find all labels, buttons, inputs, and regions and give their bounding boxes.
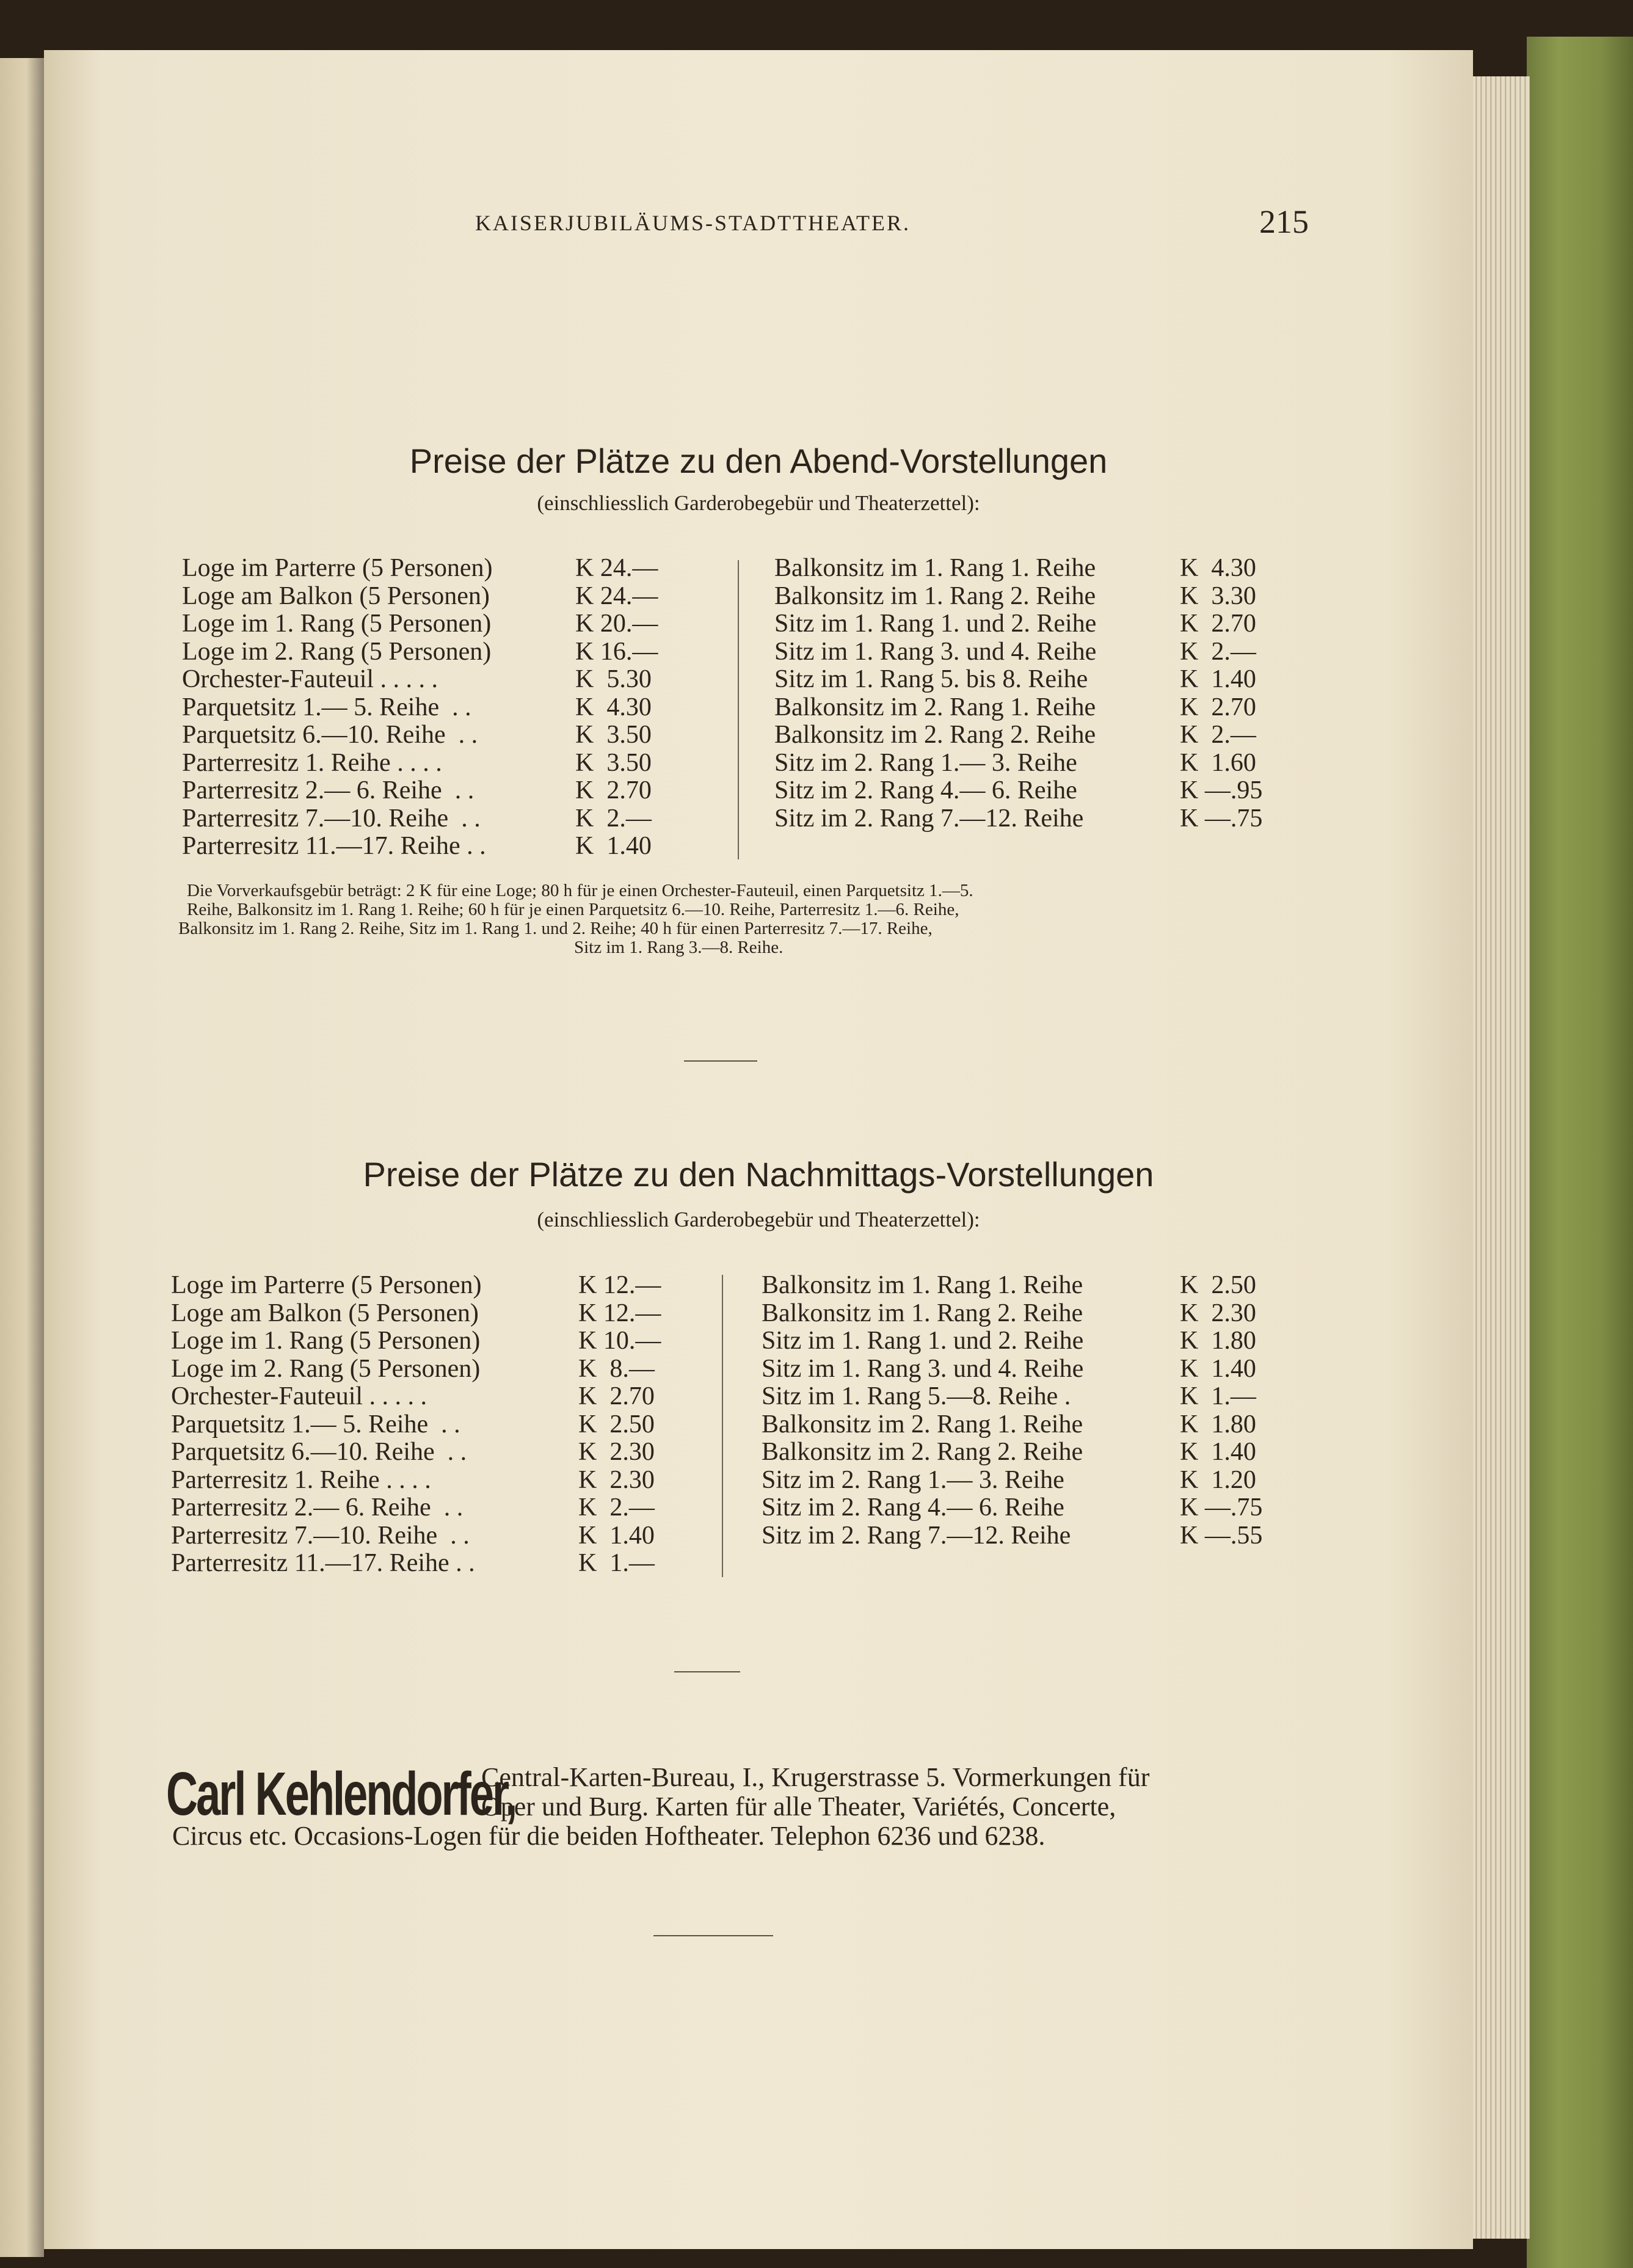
advert-line-3: Circus etc. Occasions-Logen für die beiden Hoftheater. Telephon 6236 und 6238. xyxy=(172,1821,1046,1851)
afternoon-right-row-7-price: K 1.40 xyxy=(1180,1438,1256,1466)
afternoon-left-row-3-label: Loge im 1. Rang (5 Personen) xyxy=(171,1327,481,1355)
afternoon-left-row-1-label: Loge im Parterre (5 Personen) xyxy=(171,1271,482,1299)
afternoon-left-row-2-label: Loge am Balkon (5 Personen) xyxy=(171,1299,479,1327)
evening-right-row-2-price: K 3.30 xyxy=(1180,582,1256,610)
afternoon-right-row-7-label: Balkonsitz im 2. Rang 2. Reihe xyxy=(762,1438,1083,1466)
evening-left-row-9-label: Parterresitz 2.— 6. Reihe . . xyxy=(182,776,475,804)
evening-right-row-6-label: Balkonsitz im 2. Rang 1. Reihe xyxy=(774,693,1096,721)
left-page-edge xyxy=(0,58,44,2257)
afternoon-left-row-1-price: K 12.— xyxy=(578,1271,661,1299)
presale-note-line-1: Die Vorverkaufsgebür beträgt: 2 K für eine Loge; 80 h für je einen Orchester-Fauteuil, einen Parquetsitz 1.—5. xyxy=(187,881,973,900)
afternoon-right-row-5-price: K 1.— xyxy=(1180,1382,1256,1410)
afternoon-right-row-8-label: Sitz im 2. Rang 1.— 3. Reihe xyxy=(762,1465,1064,1494)
afternoon-left-row-9-label: Parterresitz 2.— 6. Reihe . . xyxy=(171,1493,464,1522)
evening-left-row-11-price: K 1.40 xyxy=(575,832,652,860)
afternoon-right-row-4-price: K 1.40 xyxy=(1180,1354,1256,1383)
afternoon-right-row-3-label: Sitz im 1. Rang 1. und 2. Reihe xyxy=(762,1327,1084,1355)
advert-line-2: Oper und Burg. Karten für alle Theater, Variétés, Concerte, xyxy=(481,1792,1116,1821)
section-divider xyxy=(684,1060,757,1062)
afternoon-left-row-2-price: K 12.— xyxy=(578,1299,661,1327)
evening-left-row-5-price: K 5.30 xyxy=(575,665,652,693)
afternoon-right-row-9-price: K —.75 xyxy=(1180,1493,1263,1522)
afternoon-left-row-9-price: K 2.— xyxy=(578,1493,655,1522)
evening-right-row-4-price: K 2.— xyxy=(1180,637,1256,666)
afternoon-right-row-8-price: K 1.20 xyxy=(1180,1465,1256,1494)
evening-left-row-3-label: Loge im 1. Rang (5 Personen) xyxy=(182,610,492,638)
section-divider-2 xyxy=(674,1671,740,1672)
evening-title: Preise der Plätze zu den Abend-Vorstellungen xyxy=(409,442,1108,480)
afternoon-column-divider xyxy=(722,1275,723,1577)
afternoon-right-row-4-label: Sitz im 1. Rang 3. und 4. Reihe xyxy=(762,1354,1084,1383)
afternoon-left-row-11-label: Parterresitz 11.—17. Reihe . . xyxy=(171,1549,475,1577)
afternoon-right-row-6-price: K 1.80 xyxy=(1180,1410,1256,1438)
afternoon-left-row-5-label: Orchester-Fauteuil . . . . . xyxy=(171,1382,427,1410)
evening-right-row-7-price: K 2.— xyxy=(1180,721,1256,749)
evening-left-row-5-label: Orchester-Fauteuil . . . . . xyxy=(182,665,438,693)
evening-left-row-7-label: Parquetsitz 6.—10. Reihe . . xyxy=(182,721,478,749)
evening-left-row-2-label: Loge am Balkon (5 Personen) xyxy=(182,582,490,610)
evening-left-row-8-price: K 3.50 xyxy=(575,748,652,777)
afternoon-left-row-6-label: Parquetsitz 1.— 5. Reihe . . xyxy=(171,1410,460,1438)
book-page xyxy=(44,50,1473,2249)
evening-right-row-8-label: Sitz im 2. Rang 1.— 3. Reihe xyxy=(774,748,1077,777)
presale-note-line-2: Reihe, Balkonsitz im 1. Rang 1. Reihe; 60 h für je einen Parquetsitz 6.—10. Reihe, Parterresitz 1.—6. Reihe, xyxy=(187,900,959,919)
evening-left-row-10-price: K 2.— xyxy=(575,804,652,833)
evening-right-row-9-label: Sitz im 2. Rang 4.— 6. Reihe xyxy=(774,776,1077,804)
afternoon-title: Preise der Plätze zu den Nachmittags-Vorstellungen xyxy=(363,1155,1154,1194)
afternoon-left-row-7-label: Parquetsitz 6.—10. Reihe . . xyxy=(171,1438,467,1466)
afternoon-left-row-10-price: K 1.40 xyxy=(578,1521,655,1550)
running-title: KAISERJUBILÄUMS-STADTTHEATER. xyxy=(475,211,911,235)
afternoon-left-row-10-label: Parterresitz 7.—10. Reihe . . xyxy=(171,1521,470,1550)
evening-right-row-5-price: K 1.40 xyxy=(1180,665,1256,693)
evening-left-row-7-price: K 3.50 xyxy=(575,721,652,749)
afternoon-left-row-3-price: K 10.— xyxy=(578,1327,661,1355)
advert-line-1: Central-Karten-Bureau, I., Krugerstrasse 5. Vormerkungen für xyxy=(481,1762,1150,1792)
afternoon-right-row-1-price: K 2.50 xyxy=(1180,1271,1256,1299)
evening-left-row-2-price: K 24.— xyxy=(575,582,658,610)
evening-left-row-6-label: Parquetsitz 1.— 5. Reihe . . xyxy=(182,693,471,721)
evening-left-row-10-label: Parterresitz 7.—10. Reihe . . xyxy=(182,804,481,833)
afternoon-right-row-5-label: Sitz im 1. Rang 5.—8. Reihe . xyxy=(762,1382,1071,1410)
presale-note-line-4: Sitz im 1. Rang 3.—8. Reihe. xyxy=(574,938,784,957)
evening-right-row-6-price: K 2.70 xyxy=(1180,693,1256,721)
evening-right-row-1-price: K 4.30 xyxy=(1180,554,1256,582)
closing-rule xyxy=(653,1935,773,1936)
afternoon-left-row-4-label: Loge im 2. Rang (5 Personen) xyxy=(171,1354,481,1383)
afternoon-right-row-10-label: Sitz im 2. Rang 7.—12. Reihe xyxy=(762,1521,1071,1550)
afternoon-left-row-7-price: K 2.30 xyxy=(578,1438,655,1466)
afternoon-right-row-2-label: Balkonsitz im 1. Rang 2. Reihe xyxy=(762,1299,1083,1327)
afternoon-right-row-3-price: K 1.80 xyxy=(1180,1327,1256,1355)
afternoon-right-row-9-label: Sitz im 2. Rang 4.— 6. Reihe xyxy=(762,1493,1064,1522)
afternoon-subtitle: (einschliesslich Garderobegebür und Theaterzettel): xyxy=(537,1208,980,1231)
afternoon-left-row-8-price: K 2.30 xyxy=(578,1465,655,1494)
evening-left-row-3-price: K 20.— xyxy=(575,610,658,638)
afternoon-left-row-11-price: K 1.— xyxy=(578,1549,655,1577)
evening-left-row-8-label: Parterresitz 1. Reihe . . . . xyxy=(182,748,442,777)
evening-right-row-8-price: K 1.60 xyxy=(1180,748,1256,777)
evening-left-row-9-price: K 2.70 xyxy=(575,776,652,804)
afternoon-right-row-1-label: Balkonsitz im 1. Rang 1. Reihe xyxy=(762,1271,1083,1299)
afternoon-left-row-4-price: K 8.— xyxy=(578,1354,655,1383)
afternoon-left-row-6-price: K 2.50 xyxy=(578,1410,655,1438)
evening-subtitle: (einschliesslich Garderobegebür und Theaterzettel): xyxy=(537,491,980,515)
evening-right-row-7-label: Balkonsitz im 2. Rang 2. Reihe xyxy=(774,721,1096,749)
afternoon-left-row-8-label: Parterresitz 1. Reihe . . . . xyxy=(171,1465,431,1494)
evening-right-row-9-price: K —.95 xyxy=(1180,776,1263,804)
afternoon-left-row-5-price: K 2.70 xyxy=(578,1382,655,1410)
afternoon-right-row-2-price: K 2.30 xyxy=(1180,1299,1256,1327)
advert-name: Carl Kehlendorfer, xyxy=(166,1760,516,1828)
evening-left-row-11-label: Parterresitz 11.—17. Reihe . . xyxy=(182,832,486,860)
evening-left-row-4-label: Loge im 2. Rang (5 Personen) xyxy=(182,637,492,666)
evening-right-row-5-label: Sitz im 1. Rang 5. bis 8. Reihe xyxy=(774,665,1088,693)
evening-right-row-3-price: K 2.70 xyxy=(1180,610,1256,638)
evening-right-row-4-label: Sitz im 1. Rang 3. und 4. Reihe xyxy=(774,637,1097,666)
evening-left-row-6-price: K 4.30 xyxy=(575,693,652,721)
afternoon-right-row-10-price: K —.55 xyxy=(1180,1521,1263,1550)
evening-right-row-2-label: Balkonsitz im 1. Rang 2. Reihe xyxy=(774,582,1096,610)
evening-right-row-3-label: Sitz im 1. Rang 1. und 2. Reihe xyxy=(774,610,1097,638)
evening-left-row-1-label: Loge im Parterre (5 Personen) xyxy=(182,554,493,582)
presale-note-line-3: Balkonsitz im 1. Rang 2. Reihe, Sitz im 1. Rang 1. und 2. Reihe; 40 h für einen Parterresitz 7.—17. Reihe, xyxy=(178,919,933,938)
evening-left-row-1-price: K 24.— xyxy=(575,554,658,582)
afternoon-right-row-6-label: Balkonsitz im 2. Rang 1. Reihe xyxy=(762,1410,1083,1438)
evening-right-row-1-label: Balkonsitz im 1. Rang 1. Reihe xyxy=(774,554,1096,582)
page-number: 215 xyxy=(1259,203,1309,240)
book-cover xyxy=(1527,37,1633,2268)
evening-column-divider xyxy=(738,560,739,859)
evening-right-row-10-label: Sitz im 2. Rang 7.—12. Reihe xyxy=(774,804,1084,833)
evening-right-row-10-price: K —.75 xyxy=(1180,804,1263,833)
evening-left-row-4-price: K 16.— xyxy=(575,637,658,666)
